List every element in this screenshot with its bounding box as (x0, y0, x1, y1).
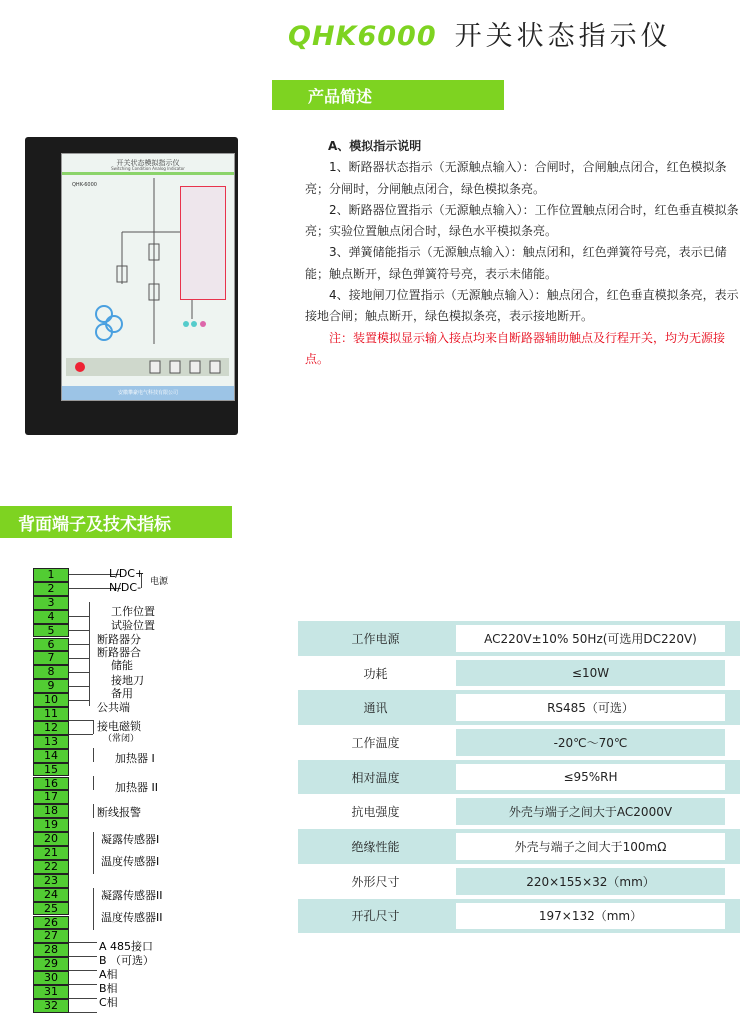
device-screen (61, 153, 235, 401)
terminal-number: 10 (33, 693, 69, 707)
terminal-number: 11 (33, 707, 69, 721)
spec-name: 绝缘性能 (351, 839, 400, 854)
spec-value: -20℃～70℃ (456, 729, 725, 756)
terminal-number: 26 (33, 916, 69, 930)
terminal-label: 试验位置 (111, 619, 155, 632)
terminal-label: 公共端 (97, 701, 130, 714)
terminal-label: L/DC+ (109, 567, 145, 580)
terminal-label: 加热器 II (115, 781, 158, 794)
terminal-number: 1 (33, 568, 69, 582)
terminal-number: 14 (33, 749, 69, 763)
terminal-label: N/DC- (109, 581, 142, 594)
spec-name: 开孔尺寸 (351, 909, 400, 924)
terminal-label: （常闭） (103, 734, 140, 744)
terminal-label: 凝露传感器I (101, 833, 160, 846)
terminal-label: 断路器分 (97, 633, 141, 646)
terminal-number: 22 (33, 860, 69, 874)
terminal-number: 15 (33, 763, 69, 777)
terminal-number: 17 (33, 790, 69, 804)
terminal-number: 3 (33, 596, 69, 610)
terminal-number: 30 (33, 971, 69, 985)
terminal-number: 23 (33, 874, 69, 888)
terminal-label: 工作位置 (111, 605, 155, 618)
terminal-label: A相 (99, 968, 118, 981)
spec-row (298, 794, 740, 829)
terminal-label: 断线报警 (97, 806, 141, 819)
terminal-label: 温度传感器I (101, 855, 160, 868)
section-banner-rear: 背面端子及技术指标 (0, 506, 232, 538)
spec-name: 工作温度 (351, 735, 400, 750)
spec-row (298, 656, 740, 691)
terminal-label: B （可选） (99, 954, 155, 967)
terminal-label: 断路器合 (97, 646, 141, 659)
terminal-number: 2 (33, 582, 69, 596)
spec-value: ≤95%RH (456, 764, 725, 791)
spec-row (298, 829, 740, 864)
spec-row (298, 760, 740, 795)
terminal-number: 21 (33, 846, 69, 860)
terminal-label: 电源 (150, 577, 169, 587)
terminal-number: 31 (33, 985, 69, 999)
product-model: QHK6000 (288, 21, 437, 52)
terminal-number: 28 (33, 943, 69, 957)
terminal-label: 接地刀 (111, 674, 144, 687)
intro-text (305, 136, 740, 370)
spec-value: 197×132（mm） (456, 903, 725, 930)
terminal-number: 19 (33, 818, 69, 832)
terminal-number: 16 (33, 777, 69, 791)
spec-row (298, 690, 740, 725)
terminal-number: 12 (33, 721, 69, 735)
terminal-label: 接电磁锁 (97, 720, 141, 733)
spec-row (298, 899, 740, 934)
page-title (288, 14, 672, 54)
screen-indicator-panel (180, 186, 226, 300)
terminal-number: 25 (33, 902, 69, 916)
screen-button-bar (66, 358, 229, 376)
terminal-number: 27 (33, 929, 69, 943)
terminal-label: 加热器 I (115, 752, 155, 765)
intro-paragraph: 4、接地闸刀位置指示（无源触点输入）：触点闭合，红色垂直模拟条亮，表示接地合闸；触点断开，绿色模拟条亮，表示接地断开。 (305, 288, 739, 324)
terminal-number: 24 (33, 888, 69, 902)
spec-name: 工作电源 (351, 631, 400, 646)
screen-subtitle: Switching Condition Analog Indicator (111, 166, 185, 171)
terminal-number: 18 (33, 804, 69, 818)
terminal-number: 20 (33, 832, 69, 846)
spec-value: RS485（可选） (456, 694, 725, 721)
terminal-label: A 485接口 (99, 940, 154, 953)
intro-paragraph: 3、弹簧储能指示（无源触点输入）：触点闭和，红色弹簧符号亮，表示已储能；触点断开，绿色弹簧符号亮，表示未储能。 (305, 245, 727, 281)
screen-footer: 安徽攀豪电气科技有限公司 (62, 386, 234, 400)
device-image (25, 137, 238, 435)
spec-row (298, 864, 740, 899)
spec-name: 相对温度 (351, 770, 400, 785)
terminal-number: 9 (33, 679, 69, 693)
terminal-label: 凝露传感器II (101, 889, 163, 902)
terminal-number: 6 (33, 638, 69, 652)
intro-paragraph: 1、断路器状态指示（无源触点输入）：合闸时，合闸触点闭合，红色模拟条亮；分闸时，分闸触点闭合，绿色模拟条亮。 (305, 160, 727, 196)
spec-row (298, 621, 740, 656)
spec-value: 外壳与端子之间大于100mΩ (456, 833, 725, 860)
intro-note: 注：装置模拟显示输入接点均来自断路器辅助触点及行程开关，均为无源接点。 (305, 330, 726, 366)
intro-heading: A、模拟指示说明 (328, 139, 422, 153)
spec-name: 通讯 (363, 701, 388, 716)
spec-name: 功耗 (363, 666, 388, 681)
terminal-number: 8 (33, 665, 69, 679)
terminal-label: 温度传感器II (101, 911, 163, 924)
screen-title: 开关状态模拟指示仪 (116, 159, 180, 167)
spec-row (298, 725, 740, 760)
terminal-number: 29 (33, 957, 69, 971)
spec-value: 外壳与端子之间大于AC2000V (456, 798, 725, 825)
spec-table (298, 621, 740, 933)
section-banner-intro: 产品简述 (272, 80, 504, 110)
spec-value: ≤10W (456, 660, 725, 687)
terminal-label: 储能 (111, 659, 133, 672)
intro-paragraph: 2、断路器位置指示（无源触点输入）：工作位置触点闭合时，红色垂直模拟条亮；实验位置触点闭合时，绿色水平模拟条亮。 (305, 202, 739, 239)
terminal-label: B相 (99, 982, 118, 995)
spec-value: AC220V±10% 50Hz(可选用DC220V) (456, 625, 725, 652)
terminal-label: C相 (99, 996, 118, 1009)
terminal-number: 7 (33, 651, 69, 665)
screen-model: QHK-6000 (72, 182, 97, 188)
spec-name: 抗电强度 (351, 805, 400, 820)
terminal-number: 4 (33, 610, 69, 624)
terminal-number: 5 (33, 624, 69, 638)
product-name: 开关状态指示仪 (454, 21, 672, 52)
spec-value: 220×155×32（mm） (456, 868, 725, 895)
terminal-number: 13 (33, 735, 69, 749)
terminal-number: 32 (33, 999, 69, 1013)
terminal-label: 备用 (111, 687, 133, 700)
spec-name: 外形尺寸 (351, 874, 400, 889)
